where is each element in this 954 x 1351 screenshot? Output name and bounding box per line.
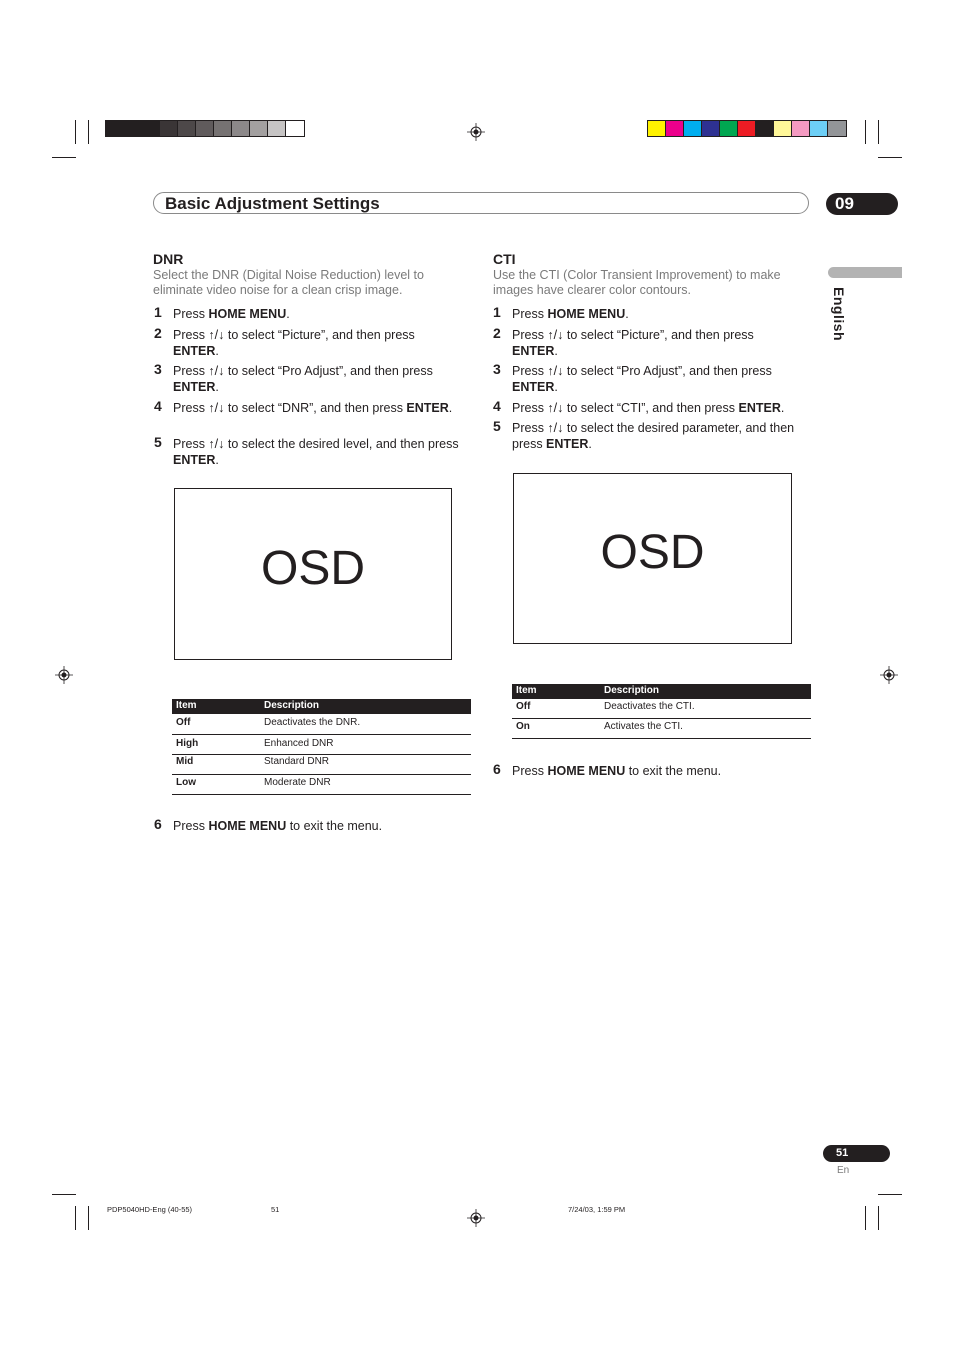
osd-screenshot: OSD <box>174 488 452 660</box>
table-row: On Activates the CTI. <box>512 719 811 739</box>
dnr-table <box>172 699 471 795</box>
language-label: English <box>831 287 847 342</box>
cti-step: 1 Press HOME MENU. <box>493 304 629 321</box>
table-row: Mid Standard DNR <box>172 755 471 775</box>
color-swatch <box>774 121 792 136</box>
color-swatch <box>196 121 214 136</box>
crop-mark <box>75 120 76 144</box>
registration-target-icon <box>55 666 73 684</box>
crop-mark <box>88 1206 89 1230</box>
table-row: High Enhanced DNR <box>172 735 471 755</box>
color-swatch <box>106 121 124 136</box>
color-swatch <box>286 121 304 136</box>
cti-step: 5 Press ↑/↓ to select the desired parameter, and then press ENTER. <box>493 418 795 451</box>
table-row: Off Deactivates the DNR. <box>172 714 471 735</box>
color-swatch <box>232 121 250 136</box>
page-number: 51 <box>823 1145 890 1162</box>
registration-target-icon <box>467 1209 485 1227</box>
color-swatch <box>160 121 178 136</box>
cti-step-exit: 6 Press HOME MENU to exit the menu. <box>493 761 722 778</box>
grayscale-bar <box>105 120 305 137</box>
dnr-step: 2 Press ↑/↓ to select “Picture”, and then press ENTER. <box>154 325 415 358</box>
crop-mark <box>52 157 76 158</box>
dnr-intro: Select the DNR (Digital Noise Reduction) level to eliminate video noise for a clean crisp image. <box>153 268 424 297</box>
cti-step: 3 Press ↑/↓ to select “Pro Adjust”, and then press ENTER. <box>493 361 772 394</box>
table-header: Item Description <box>512 684 811 699</box>
color-swatch <box>792 121 810 136</box>
crop-mark <box>52 1194 76 1195</box>
color-swatch <box>214 121 232 136</box>
table-row: Off Deactivates the CTI. <box>512 699 811 719</box>
crop-mark <box>88 120 89 144</box>
file-name: PDP5040HD-Eng (40-55) <box>107 1205 193 1214</box>
page-title: Basic Adjustment Settings <box>165 194 380 213</box>
table-row: Low Moderate DNR <box>172 775 471 795</box>
cti-step: 4 Press ↑/↓ to select “CTI”, and then press ENTER. <box>493 398 785 415</box>
color-swatch <box>810 121 828 136</box>
color-swatch <box>738 121 756 136</box>
crop-mark <box>865 1206 866 1230</box>
color-swatch <box>648 121 666 136</box>
dnr-step: 3 Press ↑/↓ to select “Pro Adjust”, and then press ENTER. <box>154 361 433 394</box>
registration-target-icon <box>467 123 485 141</box>
color-swatch <box>720 121 738 136</box>
osd-screenshot: OSD <box>513 473 792 644</box>
cti-title: CTI <box>493 251 516 267</box>
page-language: En <box>837 1165 850 1176</box>
color-swatch <box>142 121 160 136</box>
color-swatch <box>684 121 702 136</box>
color-swatch <box>756 121 774 136</box>
dnr-step-exit: 6 Press HOME MENU to exit the menu. <box>154 816 383 833</box>
dnr-step: 4 Press ↑/↓ to select “DNR”, and then press ENTER. <box>154 398 453 415</box>
color-swatch <box>702 121 720 136</box>
cti-intro: Use the CTI (Color Transient Improvement) to make images have clearer color contours. <box>493 268 781 297</box>
color-swatch <box>124 121 142 136</box>
color-swatch <box>250 121 268 136</box>
dnr-title: DNR <box>153 251 184 267</box>
color-bar <box>647 120 847 137</box>
color-swatch <box>828 121 846 136</box>
language-tab <box>828 267 902 278</box>
crop-mark <box>865 120 866 144</box>
crop-mark <box>878 1194 902 1195</box>
crop-mark <box>878 120 879 144</box>
table-header: Item Description <box>172 699 471 714</box>
color-swatch <box>268 121 286 136</box>
crop-mark <box>878 1206 879 1230</box>
section-header <box>153 192 809 214</box>
cti-step: 2 Press ↑/↓ to select “Picture”, and then press ENTER. <box>493 325 754 358</box>
file-page: 51 <box>271 1205 280 1214</box>
cti-table <box>512 684 811 739</box>
chapter-badge: 09 <box>826 193 898 215</box>
dnr-step: 5 Press ↑/↓ to select the desired level, and then press ENTER. <box>154 434 459 467</box>
crop-mark <box>75 1206 76 1230</box>
timestamp: 7/24/03, 1:59 PM <box>568 1205 626 1214</box>
dnr-step: 1 Press HOME MENU. <box>154 304 290 321</box>
crop-mark <box>878 157 902 158</box>
registration-target-icon <box>880 666 898 684</box>
color-swatch <box>666 121 684 136</box>
color-swatch <box>178 121 196 136</box>
